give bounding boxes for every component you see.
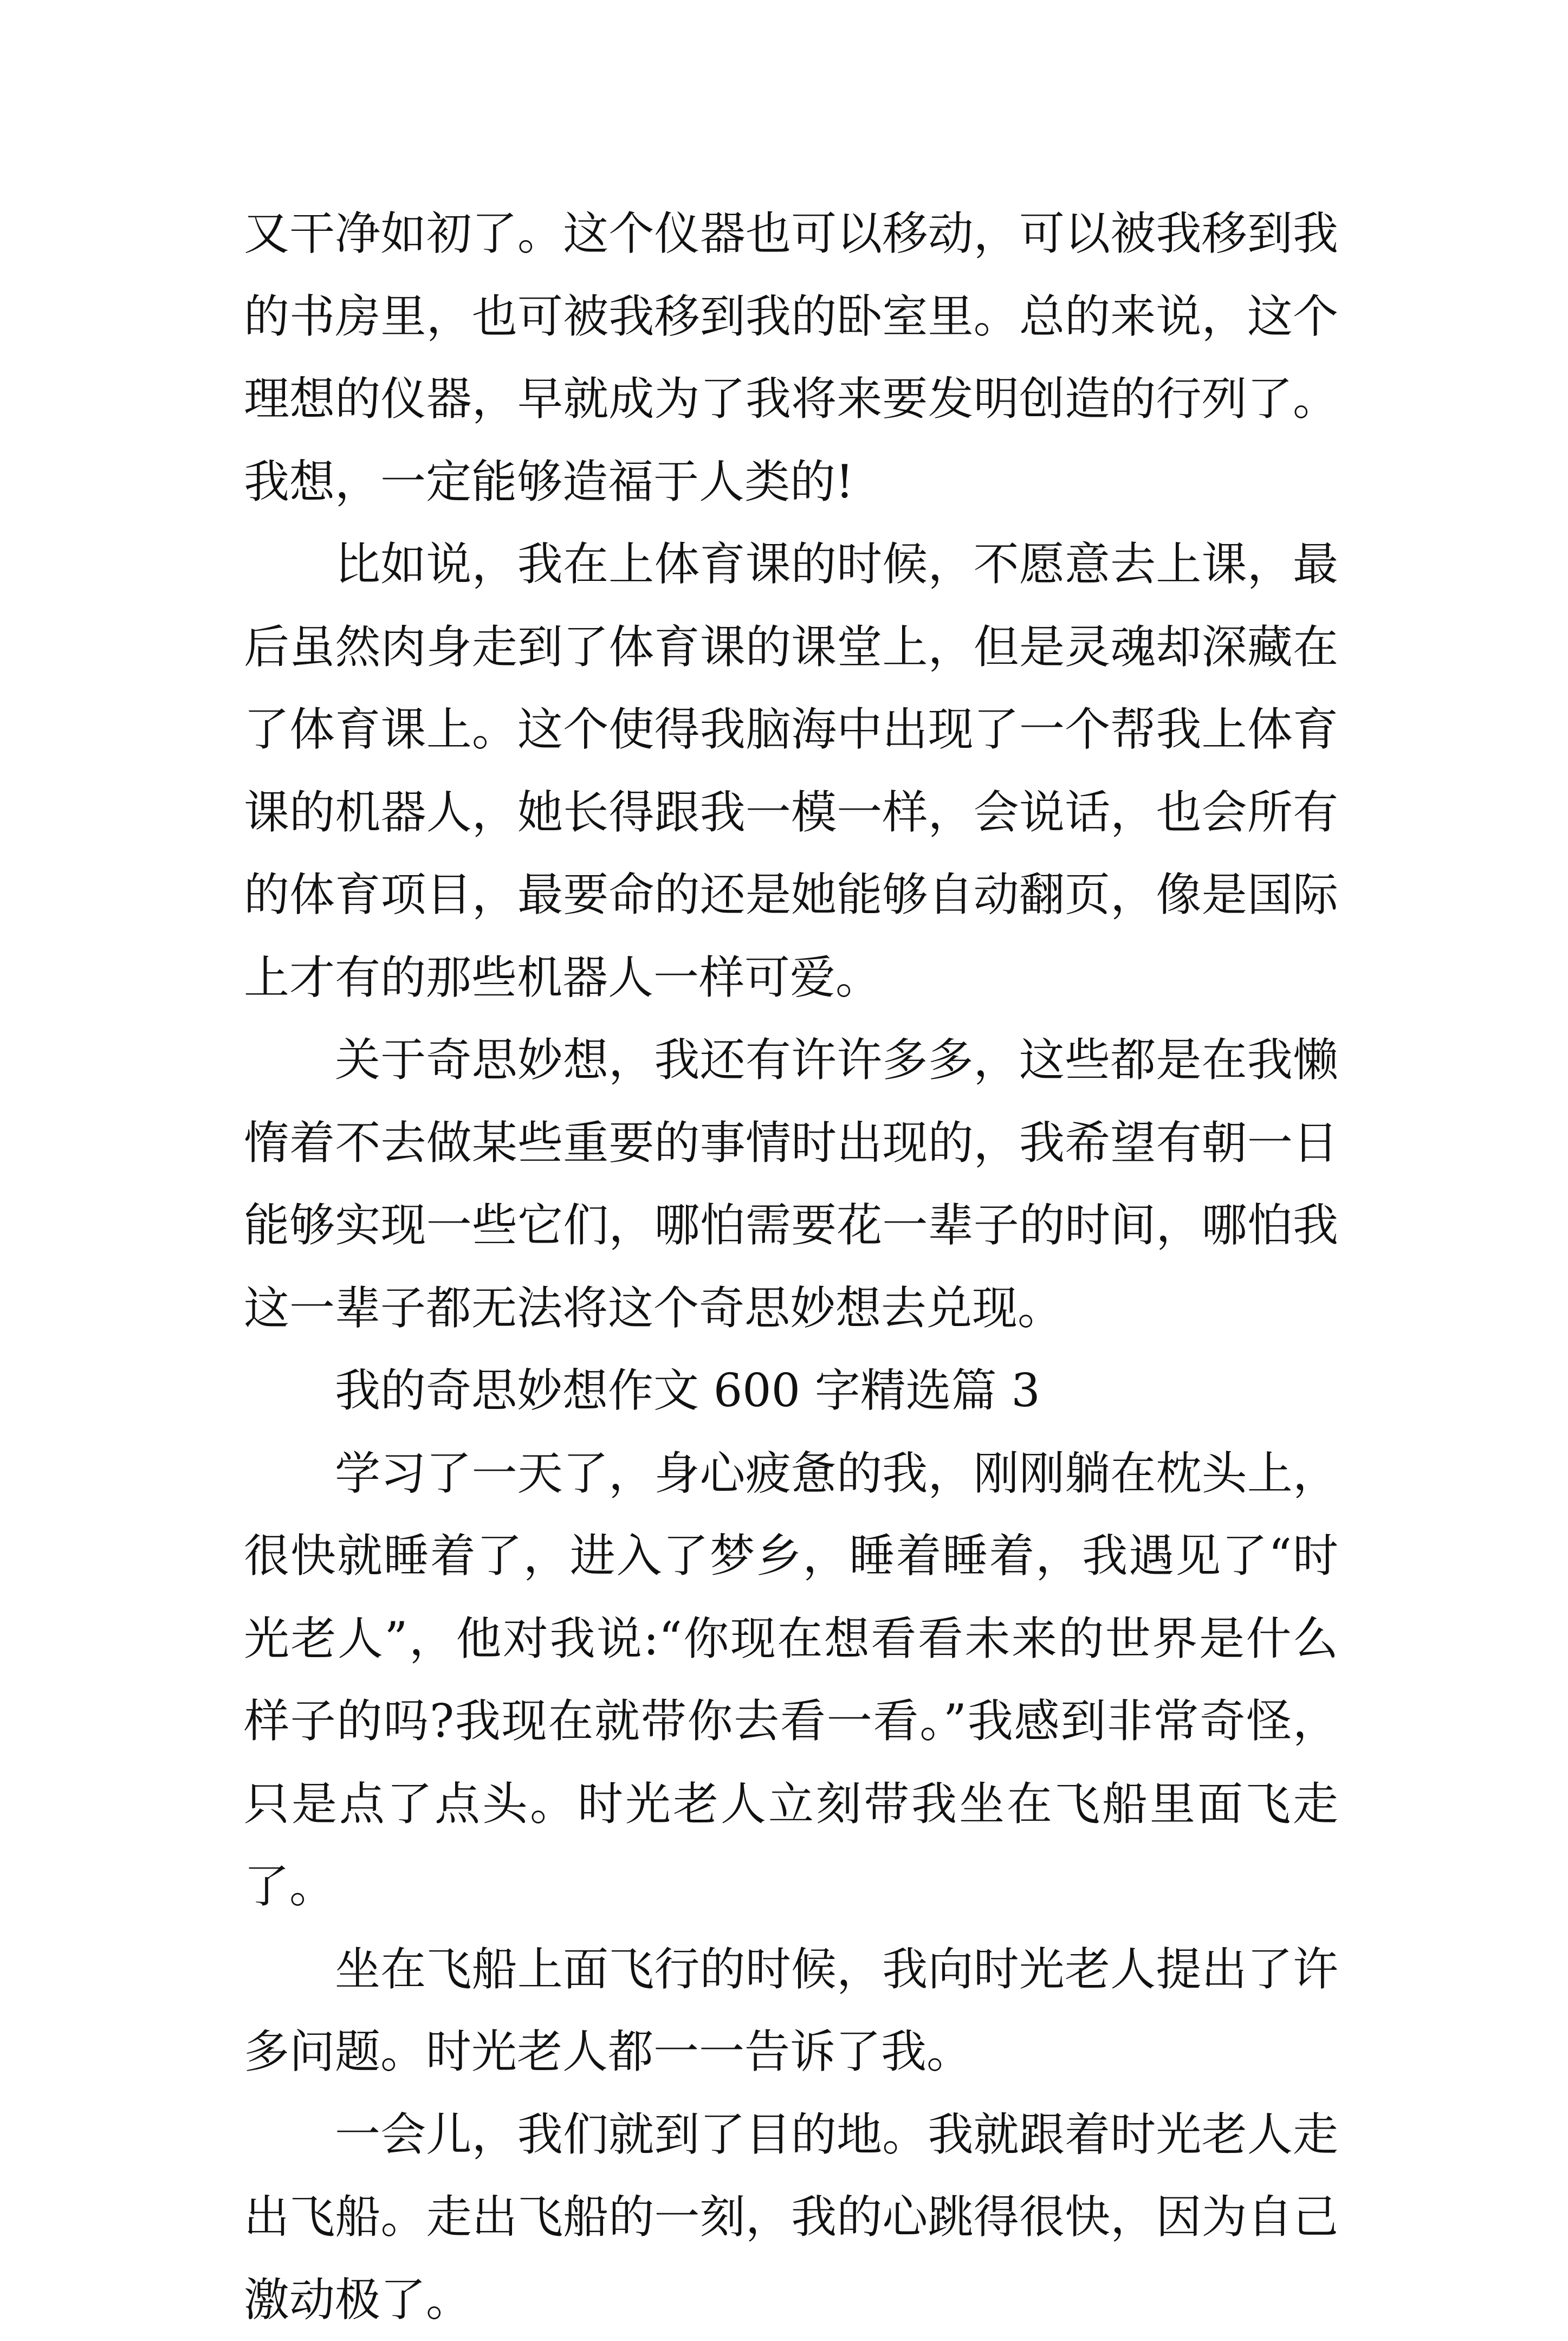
paragraph-many-ideas: 关于奇思妙想，我还有许许多多，这些都是在我懒惰着不去做某些重要的事情时出现的，我希望有朝一日能够实现一些它们，哪怕需要花一辈子的时间，哪怕我这一辈子都无法将这个奇思妙想去兑现。 bbox=[244, 1019, 1338, 1349]
paragraph-spaceship-questions: 坐在飞船上面飞行的时候，我向时光老人提出了许多问题。时光老人都一一告诉了我。 bbox=[244, 1928, 1338, 2093]
section-heading: 我的奇思妙想作文 600 字精选篇 3 bbox=[244, 1349, 1338, 1432]
paragraph-continuation: 又干净如初了。这个仪器也可以移动，可以被我移到我的书房里，也可被我移到我的卧室里。总的来说，这个理想的仪器，早就成为了我将来要发明创造的行列了。我想，一定能够造福于人类的! bbox=[244, 192, 1338, 523]
paragraph-arrival: 一会儿，我们就到了目的地。我就跟着时光老人走出飞船。走出飞船的一刻，我的心跳得很快，因为自己激动极了。 bbox=[244, 2093, 1338, 2341]
paragraph-pe-class-robot: 比如说，我在上体育课的时候，不愿意去上课，最后虽然肉身走到了体育课的课堂上，但是灵魂却深藏在了体育课上。这个使得我脑海中出现了一个帮我上体育课的机器人，她长得跟我一模一样，会说话，也会所有的体育项目，最要命的还是她能够自动翻页，像是国际上才有的那些机器人一样可爱。 bbox=[244, 523, 1338, 1019]
document-body bbox=[244, 192, 1338, 2341]
paragraph-time-old-man: 学习了一天了，身心疲惫的我，刚刚躺在枕头上，很快就睡着了，进入了梦乡，睡着睡着，我遇见了“时光老人”，他对我说:“你现在想看看未来的世界是什么样子的吗?我现在就带你去看一看。”我感到非常奇怪，只是点了点头。时光老人立刻带我坐在飞船里面飞走了。 bbox=[244, 1432, 1338, 1928]
